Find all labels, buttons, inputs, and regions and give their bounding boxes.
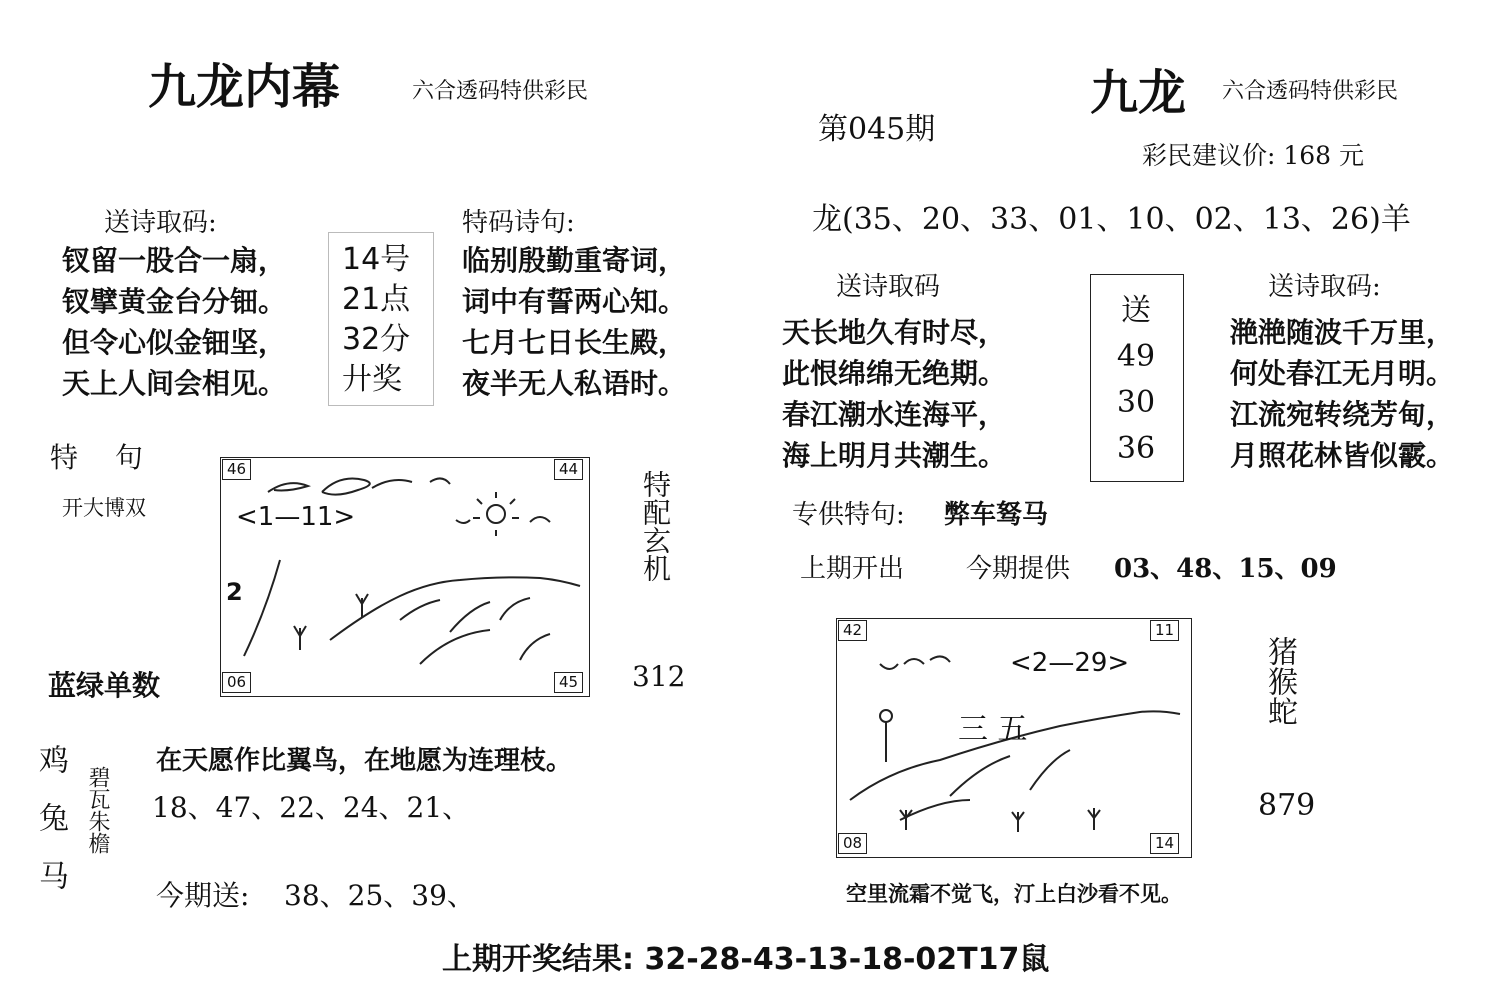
right-verse: 空里流霜不觉飞，汀上白沙看不见。 [846, 881, 1182, 906]
right-corner-tl: 42 [838, 620, 867, 641]
send-numbers: 38、25、39、 [284, 879, 475, 912]
small-vertical: 碧瓦朱檐 [85, 766, 110, 854]
right-poem-line: 天长地久有时尽， [782, 316, 1007, 349]
issue-number: 第045期 [818, 112, 936, 147]
left-poem-line: 钗擘黄金台分钿。 [62, 285, 287, 318]
left-tagline: 六合透码特供彩民 [412, 79, 589, 104]
right-sketch-text: <2—29> [1010, 648, 1130, 678]
right-poem-line: 此恨绵绵无绝期。 [782, 357, 1007, 390]
zodiac-vertical: 鸡兔马 [33, 744, 68, 918]
right-special-label: 专供特句: [792, 500, 905, 530]
left-special-text: 开大博双 [62, 496, 146, 520]
left-corner-bl: 06 [222, 672, 251, 693]
left-corner-tr: 44 [554, 459, 583, 480]
middle-box-line: 14号 [342, 242, 411, 277]
hill-line [244, 560, 280, 656]
left-title: 九龙内幕 [148, 59, 341, 115]
right-poem-right [1230, 312, 1454, 476]
right-side-vertical: 猪猴蛇 [1262, 636, 1297, 726]
last-label: 上期开出 [800, 554, 905, 584]
right-corner-bl: 08 [838, 833, 867, 854]
right-poem-line: 月照花林皆似霰。 [1230, 439, 1455, 472]
middle-box-line: 32分 [342, 322, 411, 357]
right-poem-line: 江流宛转绕芳甸， [1230, 398, 1455, 431]
provide-label: 今期提供 [966, 554, 1071, 584]
hill-line [330, 577, 580, 640]
send-label: 今期送: [156, 879, 250, 912]
color-label: 蓝绿单数 [48, 669, 161, 702]
right-side-number: 879 [1258, 788, 1316, 823]
middle-box-line: 廾奖 [342, 362, 402, 397]
right-tagline: 六合透码特供彩民 [1222, 79, 1399, 104]
left-sketch-number: 2 [226, 578, 243, 606]
left-corner-br: 45 [554, 672, 583, 693]
left-poem-line: 天上人间会相见。 [62, 367, 287, 400]
send-box-line: 30 [1116, 385, 1156, 420]
right-poem-heading-right: 送诗取码: [1268, 272, 1381, 302]
middle-box-line: 21点 [342, 282, 411, 317]
left-poem-line: 但令心似金钿坚， [62, 326, 287, 359]
left-numbers: 18、47、22、24、21、 [152, 791, 471, 824]
tema-heading: 特码诗句: [462, 208, 575, 238]
right-title: 九龙 [1090, 65, 1187, 121]
dragon-prefix: 龙 [812, 202, 842, 237]
left-side-number: 312 [632, 660, 686, 693]
right-corner-tr: 11 [1150, 620, 1179, 641]
dragon-numbers: (35、20、33、01、10、02、13、26) [842, 202, 1381, 237]
right-poem-line: 滟滟随波千万里， [1230, 316, 1455, 349]
price: 彩民建议价: 168 元 [1142, 141, 1365, 170]
send-box-text [1112, 288, 1160, 472]
sun-icon [487, 505, 505, 523]
dragon-line [812, 194, 1411, 238]
provide-numbers: 03、48、15、09 [1114, 554, 1337, 584]
right-sketch-chars: 三 五 [958, 712, 1028, 747]
left-corner-tl: 46 [222, 459, 251, 480]
hill-shade [400, 598, 550, 664]
right-poem-line: 海上明月共潮生。 [782, 439, 1007, 472]
cloud-icon [268, 483, 308, 492]
left-verse: 在天愿作比翼鸟，在地愿为连理枝。 [156, 746, 573, 776]
result-footer: 上期开奖结果: 32-28-43-13-18-02T17鼠 [442, 942, 1050, 977]
dragon-suffix: 羊 [1380, 202, 1411, 237]
right-poem-line: 何处春江无月明。 [1230, 357, 1455, 390]
tema-line: 七月七日长生殿， [462, 326, 687, 359]
grass-icon [294, 626, 306, 650]
left-poem-line: 钗留一股合一扇， [62, 244, 287, 277]
left-poem-heading: 送诗取码: [104, 208, 217, 238]
right-poem-heading-left: 送诗取码 [836, 272, 941, 302]
send-box-line: 49 [1116, 339, 1156, 374]
send-box-line: 送 [1121, 293, 1151, 328]
right-poem-left [782, 312, 1006, 476]
right-corner-br: 14 [1150, 833, 1179, 854]
tema-line: 夜半无人私语时。 [462, 367, 687, 400]
cloud-icon [322, 479, 370, 495]
cloud-icon [372, 478, 450, 488]
left-special-label: 特 句 [50, 441, 157, 474]
sun-rays-icon [473, 492, 519, 536]
tema-line: 临别殷勤重寄词， [462, 244, 687, 277]
send-box-line: 36 [1116, 431, 1156, 466]
left-sketch-text: <1—11> [236, 502, 356, 532]
left-side-vertical: 特配玄机 [639, 470, 672, 582]
tema-line: 词中有誓两心知。 [462, 285, 687, 318]
right-poem-line: 春江潮水连海平， [782, 398, 1007, 431]
right-special-text: 弊车驽马 [944, 500, 1049, 530]
